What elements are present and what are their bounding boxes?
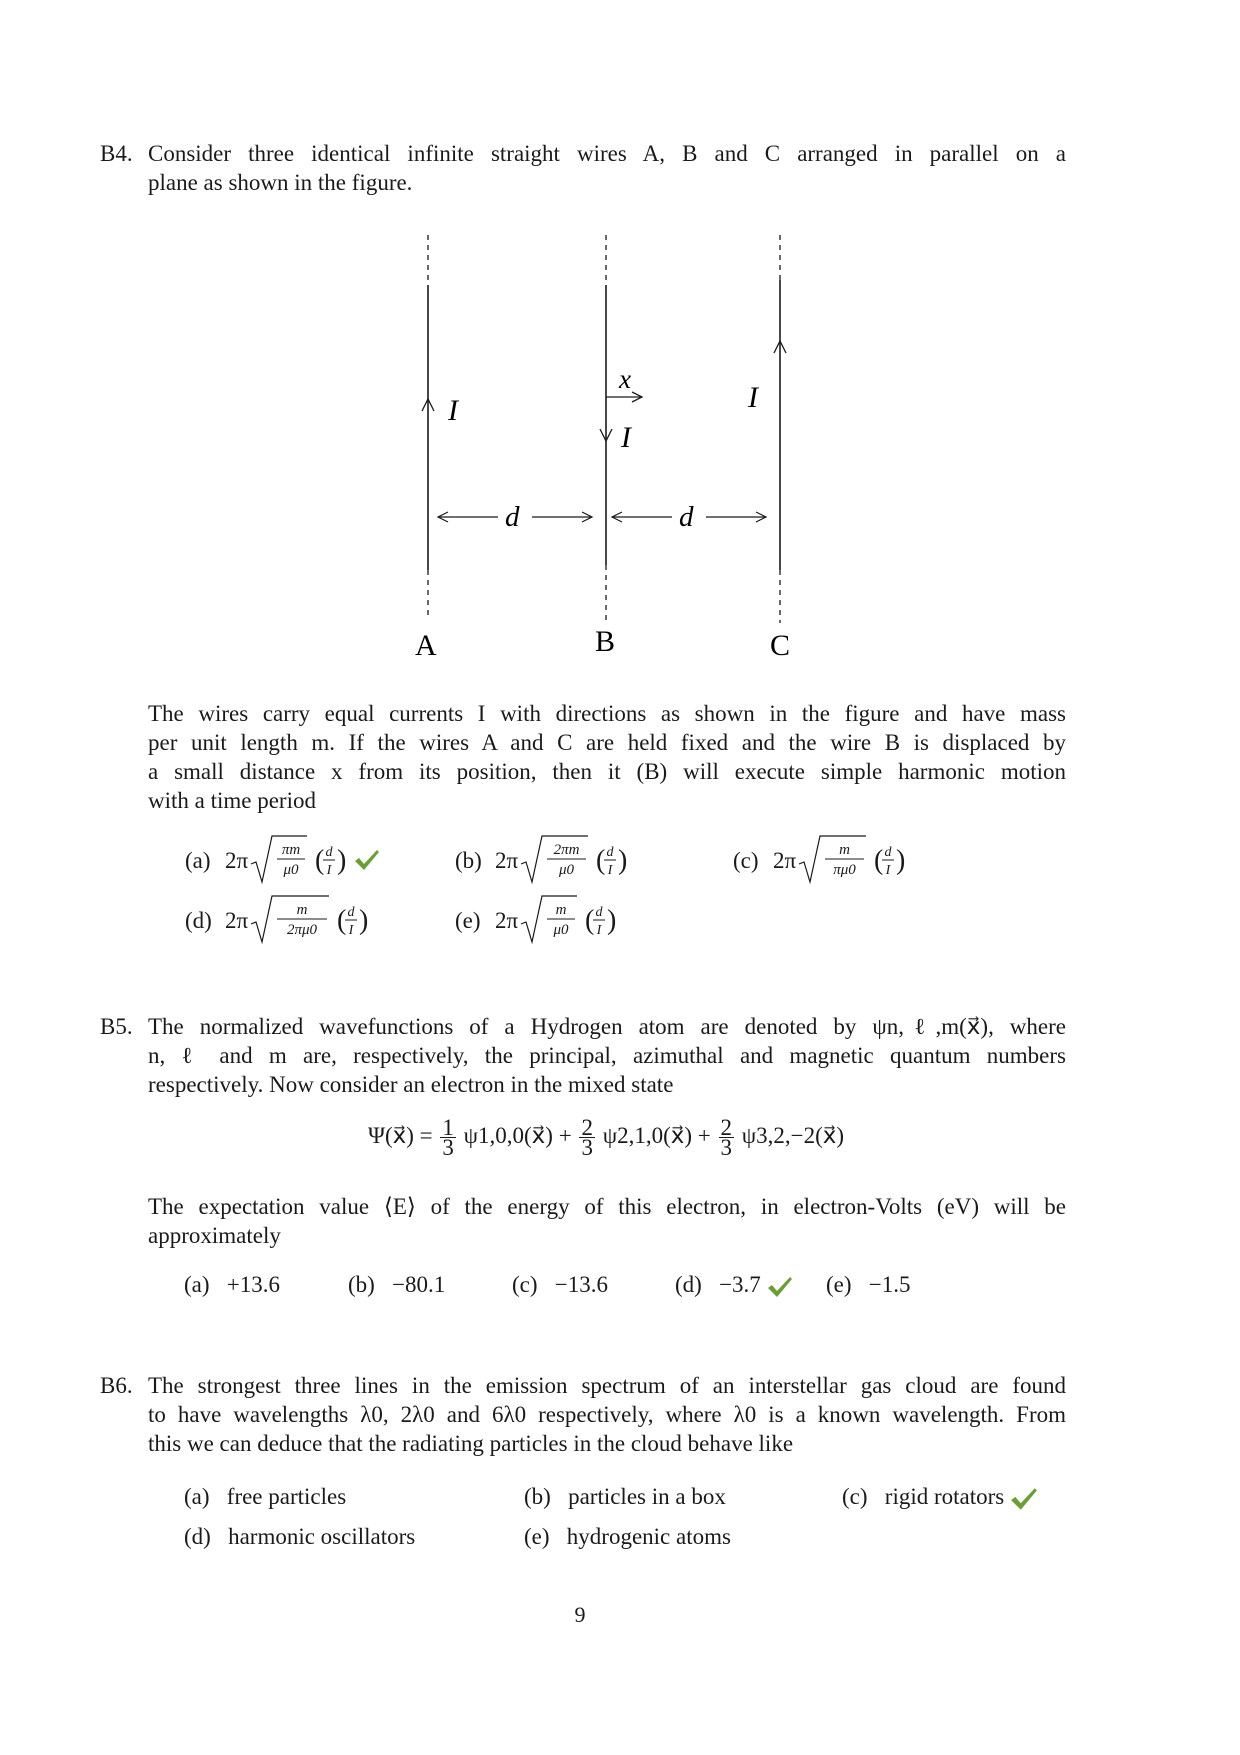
b4-body-line-1: The wires carry equal currents I with directions as shown in the figure and have mass	[148, 701, 1066, 726]
b4-body-line-2: per unit length m. If the wires A and C are held fixed and the wire B is displaced by	[148, 730, 1066, 755]
b5-line-5: approximately	[148, 1223, 281, 1248]
paren-right: )	[359, 905, 369, 936]
b6-line-1: The strongest three lines in the emission spectrum of an interstellar gas cloud are found	[148, 1373, 1066, 1398]
question-number-b6: B6.	[100, 1373, 133, 1398]
coefficient-3: $\frac{2}{3}$	[720, 1115, 732, 1160]
option-coefficient: 2π	[773, 848, 797, 873]
equation-term-2: ψ2,1,0(x⃗) +	[602, 1122, 711, 1148]
b4-options	[180, 830, 940, 960]
option-label: (d)	[185, 908, 212, 933]
wire-label-b: B	[595, 625, 616, 658]
check-icon	[767, 1276, 793, 1298]
radical-numerator: m	[839, 842, 850, 858]
b6-option-c: (c) rigid rotators	[842, 1482, 1038, 1511]
b5-line-4: The expectation value ⟨E⟩ of the energy of this electron, in electron-Volts (eV) will be	[148, 1194, 1066, 1219]
option-label: (e)	[455, 908, 481, 933]
current-label-c: I	[748, 381, 758, 414]
factor-denominator: I	[348, 923, 354, 938]
b6-option-e: (e) hydrogenic atoms	[524, 1524, 731, 1549]
b5-option-c: (c) −13.6	[512, 1272, 609, 1297]
current-label-b: I	[621, 421, 631, 454]
b5-line-2: n, ℓ and m are, respectively, the principal, azimuthal and magnetic quantum numbers	[148, 1043, 1066, 1068]
b4-intro-line-1: Consider three identical infinite straight wires A, B and C arranged in parallel on a	[148, 141, 1066, 166]
b5-line-3: respectively. Now consider an electron in the mixed state	[148, 1072, 674, 1097]
b4-intro-line-2: plane as shown in the figure.	[148, 170, 413, 195]
distance-label-bc: d	[679, 501, 694, 533]
b5-line-1: The normalized wavefunctions of a Hydrogen atom are denoted by ψn,ℓ,m(x⃗), where	[148, 1014, 1066, 1039]
coefficient-2: $\frac{2}{3}$	[581, 1115, 593, 1160]
coefficient-1: $\frac{1}{3}$	[442, 1115, 454, 1160]
option-label: (c)	[733, 848, 759, 873]
factor-denominator: I	[596, 923, 602, 938]
equation-lhs: Ψ(x⃗) =	[368, 1122, 433, 1148]
radical-numerator: m	[296, 902, 308, 918]
check-icon	[1010, 1487, 1038, 1511]
option-coefficient: 2π	[495, 908, 519, 933]
b5-option-a: (a) +13.6	[184, 1272, 281, 1297]
wire-label-a: A	[415, 629, 437, 662]
radical-denominator: μ0	[283, 862, 299, 878]
option-coefficient: 2π	[225, 848, 249, 873]
paren-right: )	[618, 845, 628, 876]
paren-left: (	[874, 845, 884, 876]
b6-line-2: to have wavelengths λ0, 2λ0 and 6λ0 respectively, where λ0 is a known wavelength. From	[148, 1402, 1066, 1427]
factor-numerator: d	[325, 845, 333, 860]
question-number-b4: B4.	[100, 141, 133, 166]
paren-left: (	[585, 905, 595, 936]
factor-numerator: d	[884, 845, 892, 860]
paren-right: )	[337, 845, 347, 876]
radical-denominator: 2πμ0	[286, 922, 318, 938]
b6-option-d: (d) harmonic oscillators	[184, 1524, 416, 1549]
b6-line-3: this we can deduce that the radiating particles in the cloud behave like	[148, 1431, 794, 1456]
page-number: 9	[574, 1602, 586, 1627]
option-label: (a)	[185, 848, 211, 873]
paren-left: (	[337, 905, 347, 936]
factor-numerator: d	[595, 905, 603, 920]
equation-term-1: ψ1,0,0(x⃗) +	[463, 1122, 572, 1148]
radical-denominator: πμ0	[833, 862, 856, 878]
factor-denominator: I	[607, 863, 613, 878]
radical-denominator: μ0	[558, 862, 575, 878]
b5-equation	[368, 1115, 845, 1160]
check-icon	[355, 850, 379, 870]
b5-option-d: (d) −3.7	[675, 1270, 793, 1299]
b5-option-e: (e) −1.5	[826, 1272, 911, 1297]
equation-term-3: ψ3,2,−2(x⃗)	[741, 1122, 845, 1148]
b4-body-line-4: with a time period	[148, 788, 316, 813]
distance-label-ab: d	[505, 501, 520, 533]
factor-numerator: d	[347, 905, 355, 920]
question-number-b5: B5.	[100, 1014, 133, 1039]
option-coefficient: 2π	[495, 848, 519, 873]
radical-numerator: πm	[281, 842, 301, 858]
current-label-a: I	[448, 394, 458, 427]
factor-denominator: I	[885, 863, 891, 878]
paren-right: )	[896, 845, 906, 876]
option-label: (b)	[455, 848, 482, 873]
radical-numerator: 2πm	[553, 842, 580, 858]
paren-left: (	[315, 845, 325, 876]
paren-right: )	[607, 905, 617, 936]
b6-option-a: (a) free particles	[184, 1484, 347, 1509]
b5-option-b: (b) −80.1	[348, 1272, 446, 1297]
factor-denominator: I	[326, 863, 332, 878]
b6-option-b: (b) particles in a box	[524, 1484, 726, 1509]
factor-numerator: d	[606, 845, 614, 860]
option-coefficient: 2π	[225, 908, 249, 933]
displacement-label: x	[619, 364, 631, 394]
wire-label-c: C	[770, 629, 791, 662]
wires-figure	[390, 225, 810, 665]
paren-left: (	[596, 845, 606, 876]
b4-body-line-3: a small distance x from its position, then it (B) will execute simple harmonic motion	[148, 759, 1066, 784]
radical-denominator: μ0	[553, 922, 569, 938]
radical-numerator: m	[555, 902, 567, 918]
